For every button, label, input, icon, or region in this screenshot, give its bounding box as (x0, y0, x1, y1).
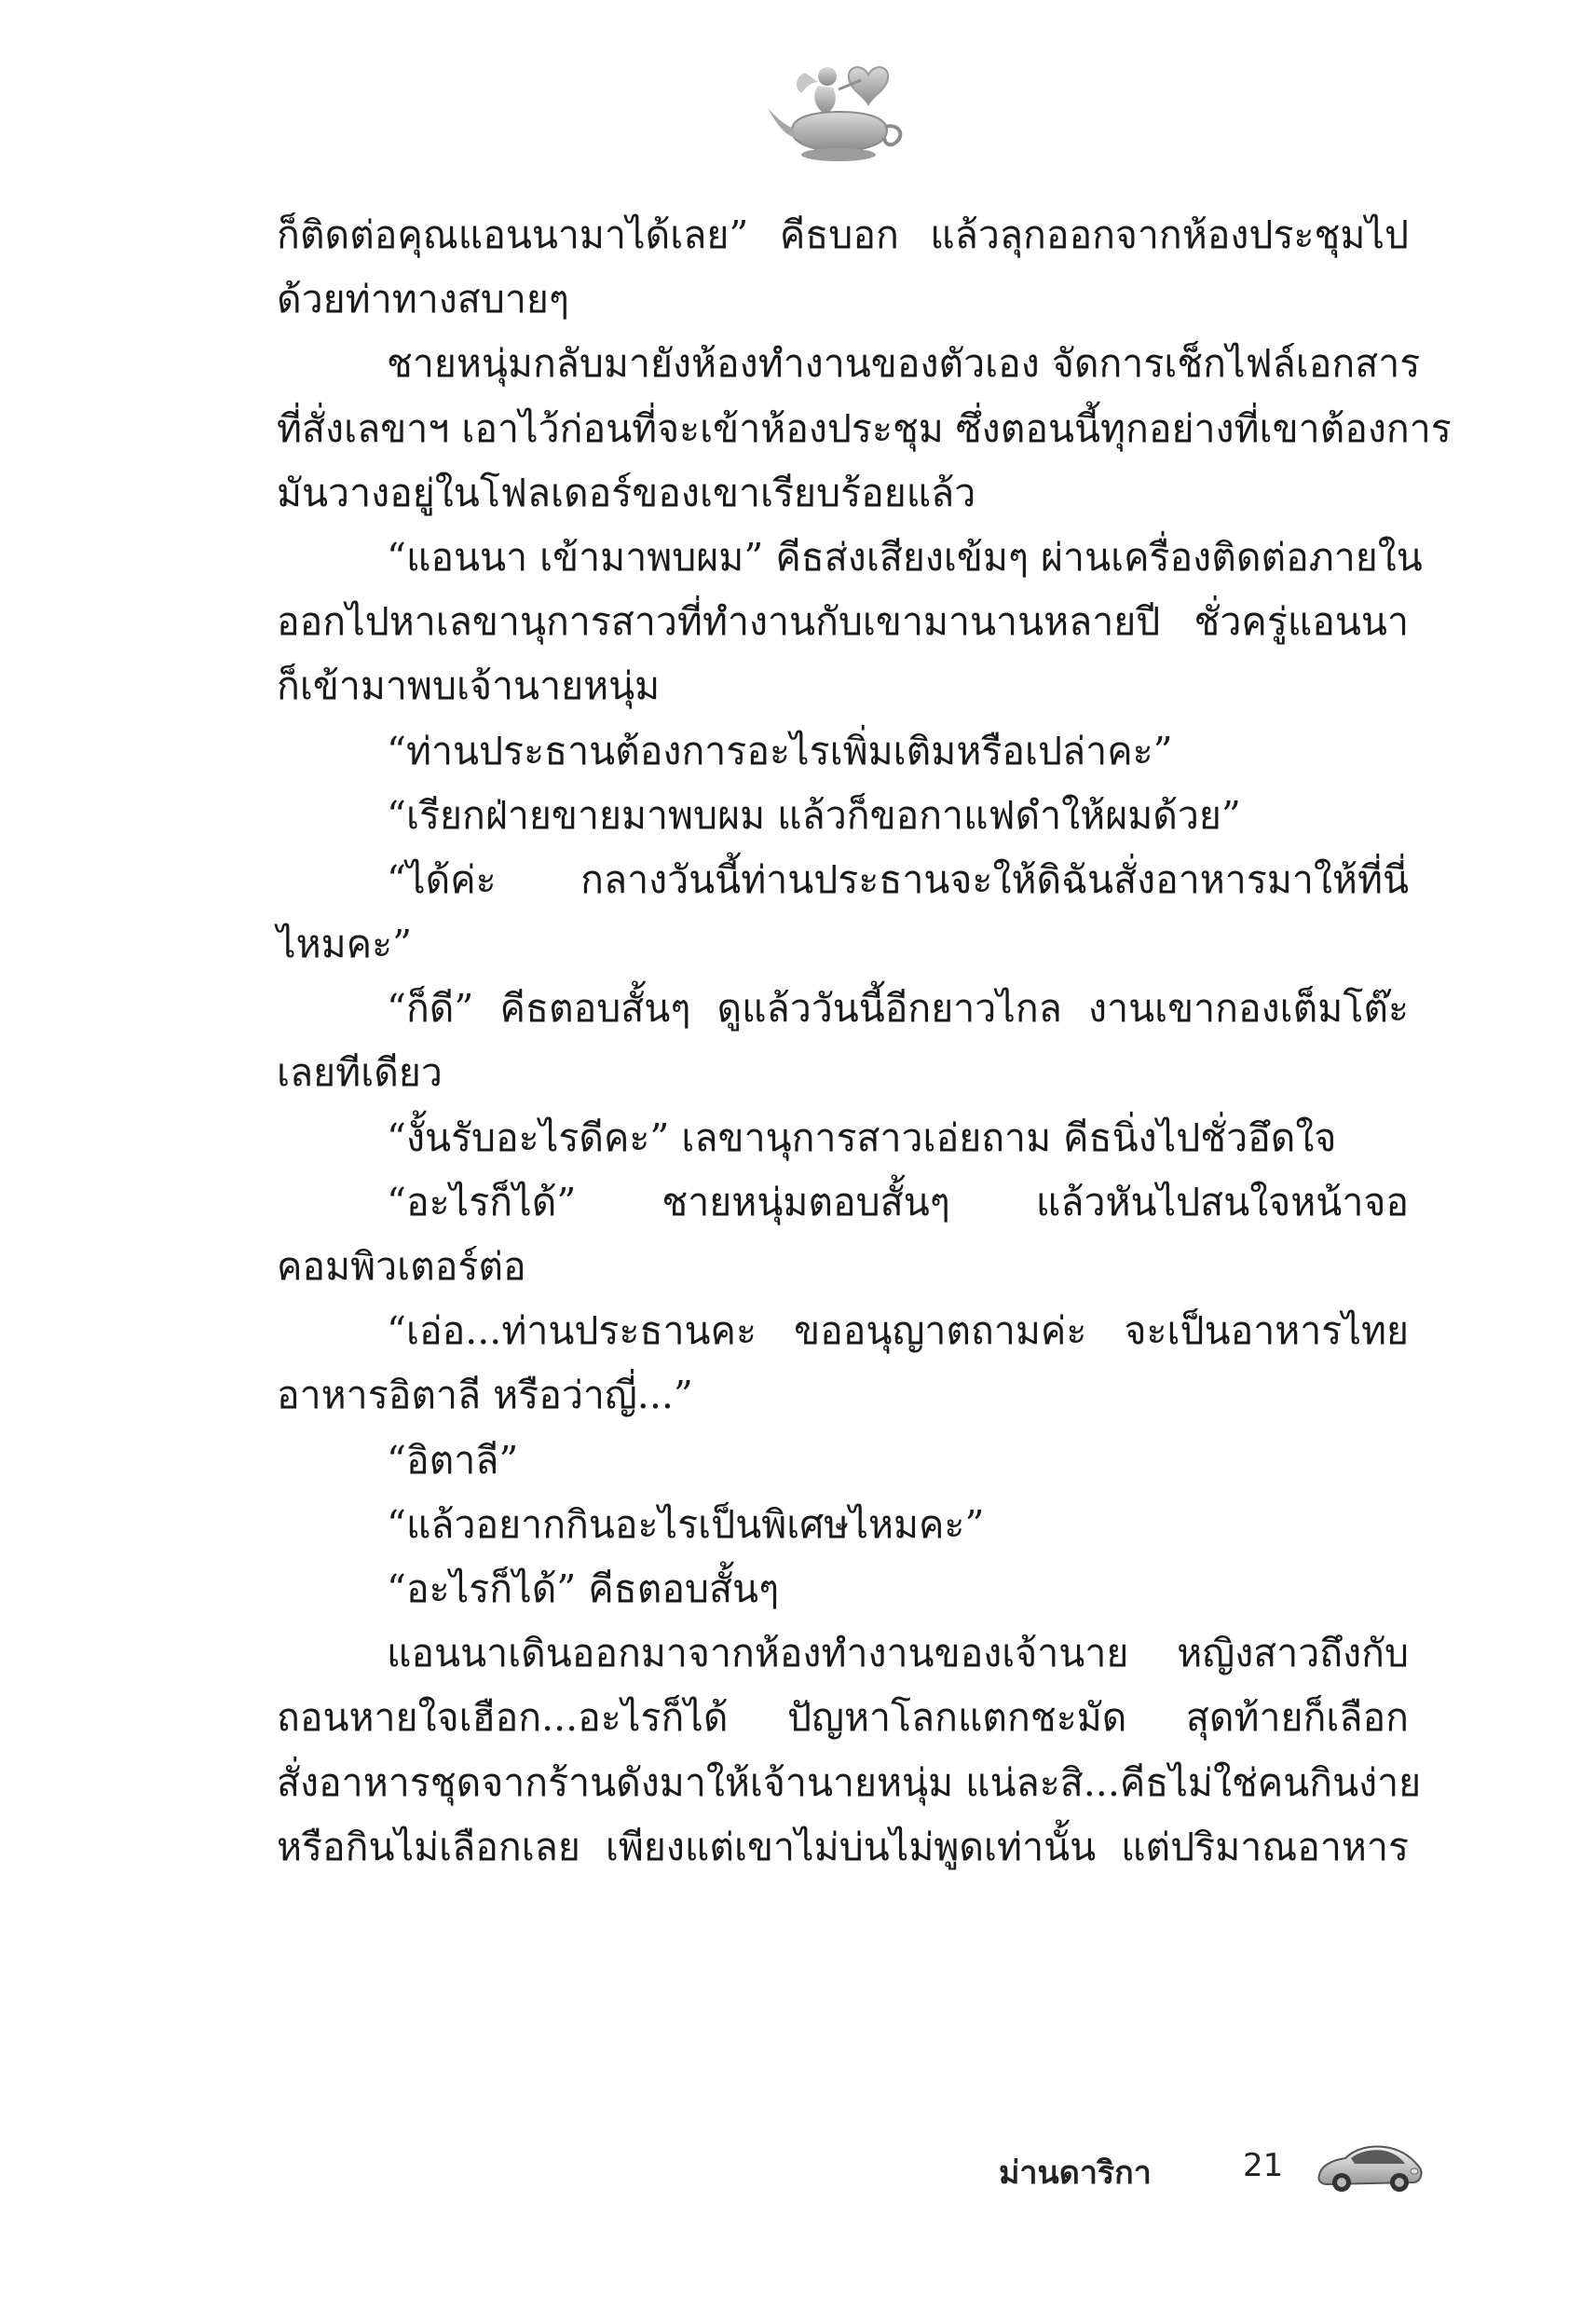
text-line: สั่งอาหารชุดจากร้านดังมาให้เจ้านายหนุ่ม แน่ละสิ...คีธไม่ใช่คนกินง่าย (277, 1759, 1422, 1805)
text-line: ที่สั่งเลขาฯ เอาไว้ก่อนที่จะเข้าห้องประชุม ซึ่งตอนนี้ทุกอย่างที่เขาต้องการ (277, 405, 1452, 451)
text-line: ชายหนุ่มกลับมายังห้องทำงานของตัวเอง จัดการเช็กไฟล์เอกสาร (387, 341, 1421, 387)
text-line: ไหมคะ” (277, 922, 413, 967)
text-line: “งั้นรับอะไรดีคะ” เลขานุการสาวเอ่ยถาม คีธนิ่งไปชั่วอึดใจ (387, 1114, 1337, 1160)
text-line: หรือกินไม่เลือกเลย เพียงแต่เขาไม่บ่นไม่พูดเท่านั้น แต่ปริมาณอาหาร (277, 1824, 1409, 1869)
text-line: มันวางอยู่ในโฟลเดอร์ของเขาเรียบร้อยแล้ว (277, 470, 976, 515)
text-line: ถอนหายใจเฮือก...อะไรก็ได้ ปัญหาโลกแตกชะมัด สุดท้ายก็เลือก (277, 1695, 1409, 1741)
text-line: “แอนนา เข้ามาพบผม” คีธส่งเสียงเข้มๆ ผ่านเครื่องติดต่อภายใน (387, 534, 1423, 580)
text-line: “ท่านประธานต้องการอะไรเพิ่มเติมหรือเปล่าคะ” (387, 728, 1173, 773)
page-number: 21 (1243, 2147, 1284, 2184)
text-line: ออกไปหาเลขานุการสาวที่ทำงานกับเขามานานหลายปี ชั่วครู่แอนนา (277, 599, 1409, 645)
text-line: “อะไรก็ได้” ชายหนุ่มตอบสั้นๆ แล้วหันไปสนใจหน้าจอ (387, 1179, 1409, 1224)
text-line: แอนนาเดินออกมาจากห้องทำงานของเจ้านาย หญิงสาวถึงกับ (387, 1631, 1409, 1676)
text-line: ด้วยท่าทางสบายๆ (277, 277, 569, 322)
body-text (277, 203, 1452, 1880)
text-line: “เอ่อ...ท่านประธานคะ ขออนุญาตถามค่ะ จะเป็นอาหารไทย (387, 1308, 1409, 1354)
text-line: คอมพิวเตอร์ต่อ (277, 1244, 526, 1289)
book-title: ม่านดาริกา (999, 2154, 1152, 2192)
text-line: “แล้วอยากกินอะไรเป็นพิเศษไหมคะ” (387, 1501, 985, 1547)
text-line: “เรียกฝ่ายขายมาพบผม แล้วก็ขอกาแฟดำให้ผมด้วย” (387, 792, 1241, 838)
text-line: “อะไรก็ได้” คีธตอบสั้นๆ (387, 1566, 780, 1611)
text-line: “ได้ค่ะ กลางวันนี้ท่านประธานจะให้ดิฉันสั่งอาหารมาให้ที่นี่ (387, 856, 1409, 902)
text-line: “ก็ดี” คีธตอบสั้นๆ ดูแล้ววันนี้อีกยาวไกล งานเขากองเต็มโต๊ะ (387, 986, 1409, 1032)
page-footer (988, 2134, 1435, 2208)
sports-car-icon (1314, 2134, 1425, 2199)
text-line: เลยทีเดียว (277, 1050, 443, 1096)
text-line: ก็เข้ามาพบเจ้านายหนุ่ม (277, 663, 661, 709)
text-line: ก็ติดต่อคุณแอนนามาได้เลย” คีธบอก แล้วลุกออกจากห้องประชุมไป (277, 212, 1409, 257)
text-line: อาหารอิตาลี หรือว่าญี่...” (277, 1373, 693, 1418)
cupid-teapot-ornament-icon (764, 48, 913, 165)
text-line: “อิตาลี” (387, 1437, 519, 1483)
